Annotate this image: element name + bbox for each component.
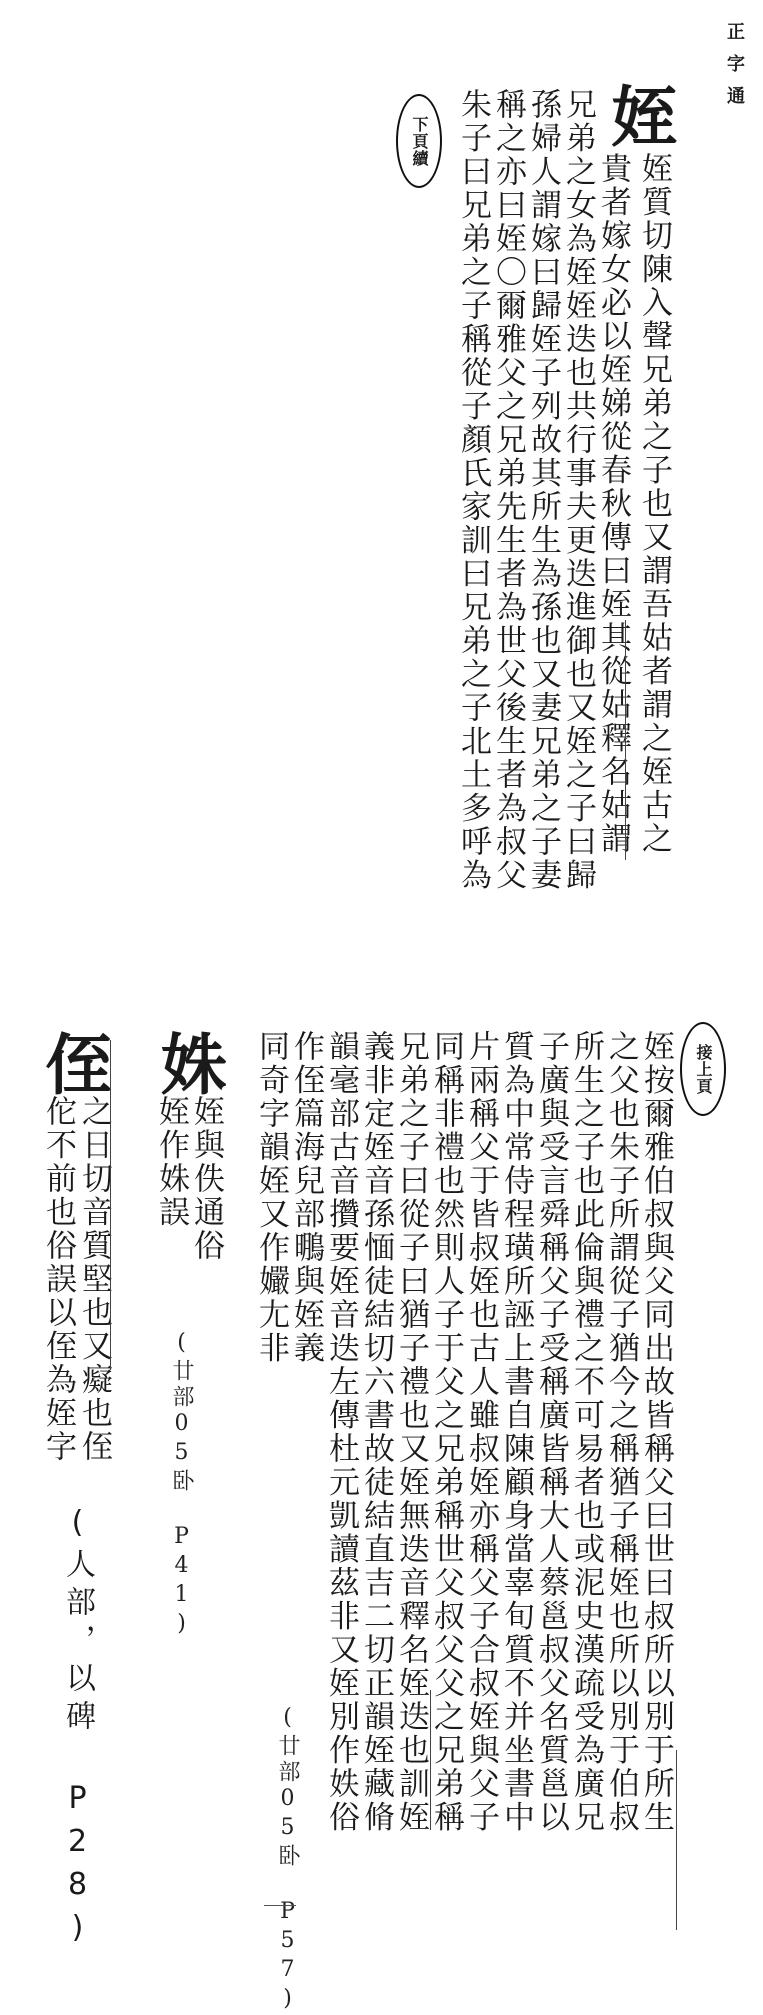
cont-col-5: 質為中常侍程璜所誣上書自陳顧身當辜旬質不并坐書中 bbox=[498, 1030, 534, 1834]
cont-col-6: 片兩稱父于皆叔姪也古人雖叔姪亦稱父子合叔姪與父子 bbox=[463, 1030, 499, 1834]
cont-col-8: 兄弟之子曰從子曰猶子禮也又姪無迭音釋名姪迭也訓姪 bbox=[393, 1030, 429, 1834]
next-page-badge bbox=[396, 94, 442, 188]
dictionary-title: 正字通 bbox=[724, 22, 745, 118]
cont-col-4: 子廣與受言舜稱父子受稱廣皆稱大人蔡邕叔父名質邕以 bbox=[533, 1030, 569, 1834]
source-note: (廿部05卧 P57) bbox=[275, 1705, 300, 2015]
entry-col-3: 兄弟之女為姪姪迭也共行事夫更迭進御也又姪之子曰歸 bbox=[560, 88, 596, 892]
cont-col-1: 姪按爾雅伯叔與父同出故皆稱父曰世曰叔所以別于所生 bbox=[638, 1030, 674, 1834]
entry-col-6: 朱子曰兄弟之子稱從子顏氏家訓曰兄弟之子北土多呼為 bbox=[455, 88, 491, 892]
entry-col-4: 孫婦人謂嫁曰歸姪子列故其所生為孫也又妻兄弟之子妻 bbox=[525, 88, 561, 892]
zhi3-source-note: (人部，以碑 P28) bbox=[60, 1505, 95, 1953]
entry-col-1: 姪質切陳入聲兄弟之子也又謂吾姑者謂之姪古之 bbox=[636, 152, 672, 856]
headword-zhi: 姪 bbox=[600, 82, 678, 148]
cont-col-7: 同稱非禮也然則人子于父之兄弟稱世父叔父父之兄弟稱 bbox=[428, 1030, 464, 1834]
cont-col-12: 同奇字韻姪又作孍尢非 bbox=[253, 1030, 289, 1365]
yi-source-note: (廿部05卧 P41) bbox=[169, 1330, 194, 1640]
headword-zhi-variant: 侄 bbox=[34, 1030, 112, 1096]
column-rule bbox=[430, 1690, 431, 1830]
zhi3-col-2: 佗不前也俗誤以侄為姪字 bbox=[40, 1095, 76, 1464]
yi-col-1: 姪與佚通俗 bbox=[188, 1095, 224, 1263]
column-rule bbox=[625, 620, 626, 860]
entry-col-5: 稱之亦曰姪〇爾雅父之兄弟先生者為世父後生者為叔父 bbox=[490, 88, 526, 892]
cont-col-10: 韻毫部古音攢要姪音迭左傳杜元凱讀茲非又姪別作妷俗 bbox=[323, 1030, 359, 1834]
entry-col-2: 貴者嫁女必以姪娣從春秋傳曰姪其從姑釋名姑謂 bbox=[595, 152, 631, 856]
cont-col-11: 作侄篇海兒部䳟與姪義 bbox=[288, 1030, 324, 1365]
cont-col-2: 之父也朱子所謂從子猶今之稱猶子稱姪也所以別于伯叔 bbox=[603, 1030, 639, 1834]
next-page-label: 下頁續 bbox=[410, 115, 429, 167]
cont-col-9: 義非定姪音孫愐徒結切六書故徒結直吉二切正韻姪藏脩 bbox=[358, 1030, 394, 1834]
zhi3-col-1: 之日切音質堅也又癡也侄 bbox=[76, 1095, 112, 1464]
headword-yi: 姝 bbox=[149, 1030, 227, 1096]
note-underline bbox=[264, 1905, 296, 1906]
column-rule bbox=[110, 1040, 111, 1370]
continued-badge bbox=[680, 1022, 726, 1116]
continued-label: 接上頁 bbox=[694, 1043, 713, 1095]
column-rule bbox=[676, 1750, 677, 1930]
cont-col-3: 所生之子也此倫與禮之不可易者也或泥史漢疏受為廣兄 bbox=[568, 1030, 604, 1834]
yi-col-2: 姪作姝誤 bbox=[153, 1095, 189, 1229]
